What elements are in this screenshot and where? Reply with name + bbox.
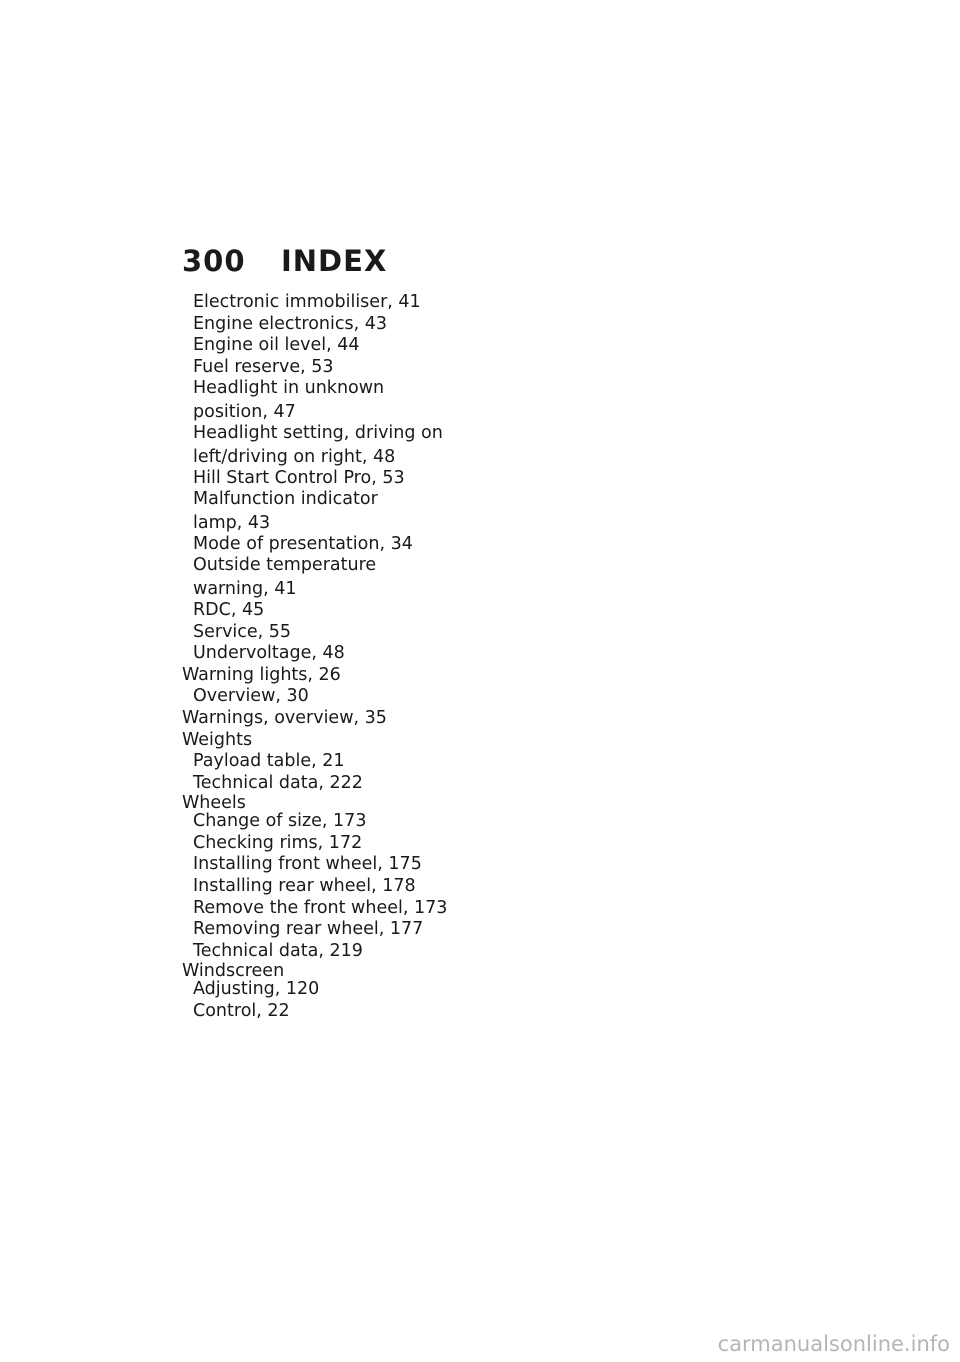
index-list [182, 292, 482, 1023]
index-entry: Electronic immobiliser, 41 [193, 292, 421, 312]
index-entry: Overview, 30 [193, 686, 309, 707]
index-entry: RDC, 45 [193, 599, 265, 620]
page-title: INDEX [281, 244, 388, 278]
index-entry: Payload table, 21 [193, 751, 345, 772]
index-entry: lamp, 43 [193, 512, 271, 533]
index-entry: Warnings, overview, 35 [182, 707, 387, 728]
index-entry: Service, 55 [193, 621, 292, 642]
index-entry: Headlight in unknown [193, 378, 385, 399]
index-entry: Undervoltage, 48 [193, 643, 345, 664]
index-entry: Checking rims, 172 [193, 832, 363, 853]
index-entry: position, 47 [193, 401, 296, 422]
watermark: carmanualsonline.info [717, 1332, 950, 1356]
index-entry: Malfunction indicator [193, 489, 378, 510]
index-entry: Outside temperature [193, 555, 377, 576]
index-entry: Windscreen [182, 961, 285, 982]
index-entry: Removing rear wheel, 177 [193, 919, 424, 940]
index-entry: Adjusting, 120 [193, 979, 320, 1000]
index-entry: Installing front wheel, 175 [193, 854, 422, 875]
index-entry: Control, 22 [193, 1001, 290, 1022]
index-entry: warning, 41 [193, 578, 297, 599]
index-entry: Remove the front wheel, 173 [193, 897, 448, 918]
index-entry: Installing rear wheel, 178 [193, 876, 416, 897]
index-entry: Headlight setting, driving on [193, 422, 443, 443]
index-entry: Engine electronics, 43 [193, 313, 388, 334]
page-number: 300 [182, 244, 246, 278]
index-entry: Change of size, 173 [193, 811, 367, 832]
index-entry: Engine oil level, 44 [193, 335, 360, 356]
index-entry: Technical data, 219 [193, 940, 363, 961]
index-entry: Weights [182, 729, 253, 750]
index-entry: Fuel reserve, 53 [193, 356, 334, 377]
index-entry: Warning lights, 26 [182, 664, 341, 685]
index-entry: Mode of presentation, 34 [193, 533, 413, 554]
index-entry: left/driving on right, 48 [193, 446, 396, 467]
index-entry: Technical data, 222 [193, 772, 363, 793]
index-entry: Hill Start Control Pro, 53 [193, 467, 405, 488]
index-entry: Wheels [182, 793, 246, 814]
page-header [182, 244, 387, 278]
